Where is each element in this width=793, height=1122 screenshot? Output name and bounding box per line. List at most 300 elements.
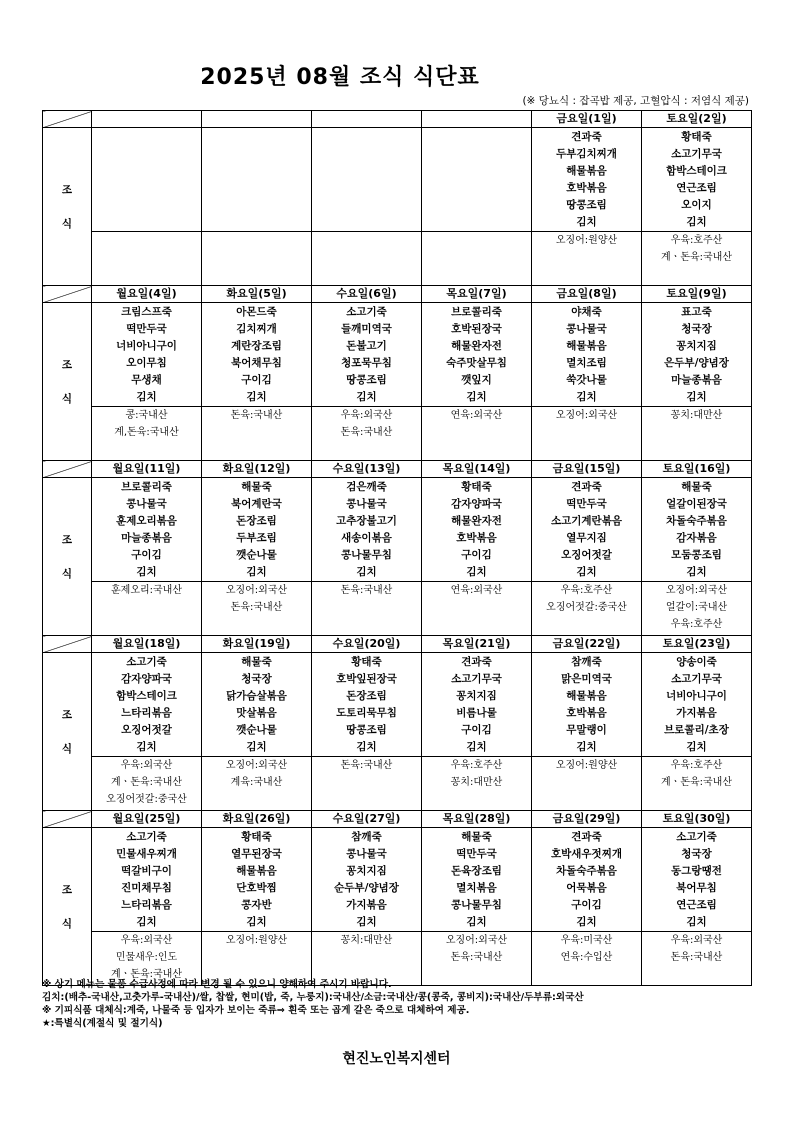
origin-cell bbox=[312, 407, 422, 461]
origin-cell bbox=[312, 232, 422, 286]
meal-label: 식 bbox=[61, 218, 73, 230]
origin-item: 연육:외국산 bbox=[450, 585, 503, 596]
menu-item: 황태죽 bbox=[351, 656, 382, 668]
menu-item: 땅콩조림 bbox=[346, 374, 387, 386]
menu-item: 맑은미역국 bbox=[561, 673, 612, 685]
menu-item: 무생채 bbox=[131, 374, 162, 386]
meal-label-cell bbox=[43, 128, 92, 286]
origin-cell bbox=[422, 407, 532, 461]
menu-item: 김치 bbox=[246, 916, 267, 928]
week-header-row bbox=[43, 111, 752, 128]
menu-cell bbox=[202, 653, 312, 757]
origin-item: 계ㆍ돈육:국내산 bbox=[111, 777, 182, 788]
day-header: 금요일(15일) bbox=[532, 461, 642, 478]
menu-row bbox=[43, 478, 752, 582]
day-header: 금요일(8일) bbox=[532, 286, 642, 303]
diagonal-corner-cell bbox=[43, 636, 92, 653]
day-header: 목요일(7일) bbox=[422, 286, 532, 303]
menu-item: 떡만두국 bbox=[566, 498, 607, 510]
origin-cell bbox=[532, 232, 642, 286]
menu-item: 계란장조림 bbox=[231, 340, 282, 352]
day-header: 수요일(27일) bbox=[312, 811, 422, 828]
origin-item: 우육:호주산 bbox=[670, 235, 723, 246]
menu-item: 감자양파국 bbox=[121, 673, 172, 685]
menu-item: 김치 bbox=[136, 566, 157, 578]
menu-item: 호박새우젓찌개 bbox=[550, 848, 622, 860]
meal-label: 조 bbox=[61, 534, 73, 546]
menu-item: 깻순나물 bbox=[236, 724, 277, 736]
menu-item: 깻잎지 bbox=[461, 374, 492, 386]
menu-item: 청국장 bbox=[681, 323, 712, 335]
origin-cell bbox=[202, 582, 312, 636]
origin-item: 우육:호주산 bbox=[670, 760, 723, 771]
origin-item: 훈제오리:국내산 bbox=[111, 585, 182, 596]
week-header-row bbox=[43, 811, 752, 828]
origin-cell bbox=[532, 407, 642, 461]
menu-item: 김치 bbox=[466, 391, 487, 403]
menu-item: 브로콜리죽 bbox=[451, 306, 502, 318]
menu-cell bbox=[642, 478, 752, 582]
menu-item: 오이무침 bbox=[126, 357, 167, 369]
menu-item: 김치 bbox=[576, 741, 597, 753]
menu-table bbox=[42, 110, 752, 986]
menu-item: 멸치볶음 bbox=[456, 882, 497, 894]
menu-item: 오이지 bbox=[681, 199, 712, 211]
origin-cell bbox=[202, 232, 312, 286]
week-header-row bbox=[43, 461, 752, 478]
diagonal-corner-cell bbox=[43, 111, 92, 128]
menu-item: 견과죽 bbox=[571, 481, 602, 493]
menu-item: 김치 bbox=[576, 566, 597, 578]
menu-cell bbox=[422, 303, 532, 407]
menu-item: 황태죽 bbox=[241, 831, 272, 843]
menu-row bbox=[43, 128, 752, 232]
footer-note: ※ 상기 메뉴는 물품 수급사정에 따라 변경 될 수 있으니 양해하여 주시기 바랍니다. bbox=[42, 979, 392, 990]
origin-item: 계ㆍ돈육:국내산 bbox=[661, 777, 732, 788]
origin-item: 계육:국내산 bbox=[230, 777, 283, 788]
menu-item: 두부김치찌개 bbox=[556, 148, 617, 160]
menu-item: 소고기무국 bbox=[671, 673, 722, 685]
menu-item: 느타리볶음 bbox=[121, 899, 172, 911]
menu-item: 들깨미역국 bbox=[341, 323, 392, 335]
day-header: 금요일(1일) bbox=[532, 111, 642, 128]
origin-item: 꽁치:대만산 bbox=[450, 777, 503, 788]
menu-cell bbox=[532, 653, 642, 757]
menu-cell bbox=[312, 828, 422, 932]
menu-item: 함박스테이크 bbox=[116, 690, 177, 702]
menu-item: 호박볶음 bbox=[566, 707, 607, 719]
menu-cell bbox=[202, 303, 312, 407]
origin-item: 우육:호주산 bbox=[670, 619, 723, 630]
menu-item: 해물볶음 bbox=[236, 865, 277, 877]
menu-item: 숙주맛살무침 bbox=[446, 357, 507, 369]
menu-item: 해물볶음 bbox=[566, 340, 607, 352]
menu-item: 콩나물국 bbox=[346, 848, 387, 860]
menu-item: 도토리묵무침 bbox=[336, 707, 397, 719]
meal-label-cell bbox=[43, 303, 92, 461]
day-header: 목요일(28일) bbox=[422, 811, 532, 828]
menu-item: 소고기죽 bbox=[676, 831, 717, 843]
footer-note: 김치:(배추-국내산,고춧가루-국내산)/쌀, 찹쌀, 현미(밥, 죽, 누룽지):국내산/소금:국내산/콩(콩죽, 콩비지):국내산/두부류:외국산 bbox=[42, 992, 584, 1003]
menu-item: 차돌숙주볶음 bbox=[666, 515, 727, 527]
day-header: 화요일(5일) bbox=[202, 286, 312, 303]
day-header bbox=[422, 111, 532, 128]
day-header: 월요일(18일) bbox=[92, 636, 202, 653]
menu-item: 청국장 bbox=[241, 673, 272, 685]
menu-item: 양송이죽 bbox=[676, 656, 717, 668]
menu-item: 해물죽 bbox=[241, 656, 272, 668]
origin-item: 오징어:원양산 bbox=[225, 935, 288, 946]
origin-item: 우육:외국산 bbox=[670, 935, 723, 946]
meal-label: 조 bbox=[61, 359, 73, 371]
menu-item: 떡만두국 bbox=[456, 848, 497, 860]
menu-item: 견과죽 bbox=[461, 656, 492, 668]
menu-item: 열무지짐 bbox=[566, 532, 607, 544]
menu-item: 단호박찜 bbox=[236, 882, 277, 894]
origin-item: 민물새우:인도 bbox=[115, 952, 178, 963]
day-header bbox=[202, 111, 312, 128]
menu-item: 가지볶음 bbox=[676, 707, 717, 719]
menu-cell bbox=[312, 478, 422, 582]
meal-label-cell bbox=[43, 828, 92, 986]
day-header bbox=[312, 111, 422, 128]
origin-item: 돈육:국내산 bbox=[340, 585, 393, 596]
menu-item: 구이김 bbox=[131, 549, 162, 561]
origin-cell bbox=[532, 757, 642, 811]
organization-name: 현진노인복지센터 bbox=[342, 1051, 451, 1067]
menu-item: 새송이볶음 bbox=[341, 532, 392, 544]
menu-item: 떡갈비구이 bbox=[121, 865, 172, 877]
menu-item: 호박볶음 bbox=[456, 532, 497, 544]
diagonal-corner-cell bbox=[43, 286, 92, 303]
origin-item: 얼갈이:국내산 bbox=[665, 602, 728, 613]
meal-label-cell bbox=[43, 653, 92, 811]
origin-item: 꽁치:대만산 bbox=[340, 935, 393, 946]
menu-cell bbox=[642, 653, 752, 757]
menu-item: 얼갈이된장국 bbox=[666, 498, 727, 510]
meal-label: 조 bbox=[61, 184, 73, 196]
origin-item: 오징어젓갈:중국산 bbox=[106, 794, 187, 805]
origin-item: 계ㆍ돈육:국내산 bbox=[111, 969, 182, 980]
menu-item: 감자볶음 bbox=[676, 532, 717, 544]
menu-item: 해물볶음 bbox=[566, 690, 607, 702]
origin-item: 우육:외국산 bbox=[340, 410, 393, 421]
menu-item: 크림스프죽 bbox=[121, 306, 172, 318]
menu-item: 소고기계란볶음 bbox=[550, 515, 622, 527]
menu-item: 콩나물무침 bbox=[451, 899, 502, 911]
day-header: 수요일(6일) bbox=[312, 286, 422, 303]
menu-item: 너비아니구이 bbox=[116, 340, 177, 352]
diagonal-corner-cell bbox=[43, 461, 92, 478]
menu-item: 민물새우찌개 bbox=[116, 848, 177, 860]
menu-item: 호박볶음 bbox=[566, 182, 607, 194]
menu-item: 야채죽 bbox=[571, 306, 602, 318]
menu-item: 김치 bbox=[466, 916, 487, 928]
footer-notes bbox=[42, 978, 584, 1030]
day-header: 수요일(20일) bbox=[312, 636, 422, 653]
menu-item: 콩나물국 bbox=[566, 323, 607, 335]
meal-label: 식 bbox=[61, 743, 73, 755]
origin-item: 우육:호주산 bbox=[450, 760, 503, 771]
menu-item: 깻순나물 bbox=[236, 549, 277, 561]
day-header: 목요일(14일) bbox=[422, 461, 532, 478]
origin-item: 돈육:국내산 bbox=[670, 952, 723, 963]
menu-cell bbox=[92, 653, 202, 757]
meal-label: 조 bbox=[61, 709, 73, 721]
meal-label: 식 bbox=[61, 918, 73, 930]
origin-item: 돈육:국내산 bbox=[340, 760, 393, 771]
day-header: 화요일(26일) bbox=[202, 811, 312, 828]
menu-item: 땅콩조림 bbox=[566, 199, 607, 211]
origin-item: 돈육:국내산 bbox=[450, 952, 503, 963]
week-header-row bbox=[43, 286, 752, 303]
menu-item: 감자양파국 bbox=[451, 498, 502, 510]
day-header: 토요일(2일) bbox=[642, 111, 752, 128]
menu-item: 돈장조림 bbox=[346, 690, 387, 702]
menu-item: 브로콜리/초장 bbox=[664, 724, 729, 736]
origin-item: 오징어:외국산 bbox=[225, 760, 288, 771]
origin-item: 오징어:외국산 bbox=[555, 410, 618, 421]
footer-note: ★:특별식(계절식 및 절기식) bbox=[42, 1018, 163, 1029]
menu-item: 마늘종볶음 bbox=[671, 374, 722, 386]
origin-item: 우육:호주산 bbox=[560, 585, 613, 596]
menu-cell bbox=[422, 653, 532, 757]
day-header: 토요일(9일) bbox=[642, 286, 752, 303]
menu-row bbox=[43, 653, 752, 757]
menu-item: 열무된장국 bbox=[231, 848, 282, 860]
menu-item: 어묵볶음 bbox=[566, 882, 607, 894]
day-header: 목요일(21일) bbox=[422, 636, 532, 653]
menu-item: 해물죽 bbox=[241, 481, 272, 493]
menu-cell bbox=[642, 828, 752, 932]
menu-item: 참깨죽 bbox=[351, 831, 382, 843]
meal-label-cell bbox=[43, 478, 92, 636]
menu-item: 호박된장국 bbox=[451, 323, 502, 335]
menu-item: 김치찌개 bbox=[236, 323, 277, 335]
origin-row bbox=[43, 407, 752, 461]
diagonal-corner-cell bbox=[43, 811, 92, 828]
menu-cell bbox=[312, 128, 422, 232]
day-header: 월요일(11일) bbox=[92, 461, 202, 478]
menu-item: 호박잎된장국 bbox=[336, 673, 397, 685]
origin-cell bbox=[92, 757, 202, 811]
menu-item: 청포묵무침 bbox=[341, 357, 392, 369]
menu-cell bbox=[422, 128, 532, 232]
menu-item: 소고기무국 bbox=[671, 148, 722, 160]
origin-row bbox=[43, 582, 752, 636]
origin-cell bbox=[202, 407, 312, 461]
menu-item: 김치 bbox=[246, 741, 267, 753]
menu-item: 모둠콩조림 bbox=[671, 549, 722, 561]
day-header: 수요일(13일) bbox=[312, 461, 422, 478]
menu-item: 김치 bbox=[246, 391, 267, 403]
menu-item: 은두부/양념장 bbox=[664, 357, 729, 369]
day-header bbox=[92, 111, 202, 128]
origin-item: 연육:외국산 bbox=[450, 410, 503, 421]
menu-item: 돈장조림 bbox=[236, 515, 277, 527]
menu-item: 동그랑땡전 bbox=[671, 865, 722, 877]
origin-cell bbox=[642, 407, 752, 461]
menu-item: 콩나물국 bbox=[126, 498, 167, 510]
origin-item: 오징어:외국산 bbox=[445, 935, 508, 946]
menu-cell bbox=[532, 478, 642, 582]
menu-item: 순두부/양념장 bbox=[334, 882, 399, 894]
menu-item: 김치 bbox=[466, 741, 487, 753]
menu-item: 북어채무침 bbox=[231, 357, 282, 369]
menu-item: 김치 bbox=[136, 916, 157, 928]
origin-item: 우육:미국산 bbox=[560, 935, 613, 946]
menu-cell bbox=[532, 828, 642, 932]
menu-item: 고추장불고기 bbox=[336, 515, 397, 527]
menu-item: 김치 bbox=[686, 916, 707, 928]
origin-row bbox=[43, 232, 752, 286]
menu-item: 연근조림 bbox=[676, 182, 717, 194]
origin-item: 돈육:국내산 bbox=[230, 410, 283, 421]
day-header: 토요일(30일) bbox=[642, 811, 752, 828]
origin-item: 오징어:원양산 bbox=[555, 235, 618, 246]
origin-item: 계ㆍ돈육:국내산 bbox=[661, 252, 732, 263]
origin-cell bbox=[202, 757, 312, 811]
menu-item: 함박스테이크 bbox=[666, 165, 727, 177]
menu-item: 구이김 bbox=[241, 374, 272, 386]
menu-item: 표고죽 bbox=[681, 306, 712, 318]
origin-item: 우육:외국산 bbox=[120, 935, 173, 946]
origin-item: 콩:국내산 bbox=[125, 410, 168, 421]
menu-item: 김치 bbox=[356, 916, 377, 928]
origin-item: 오징어:외국산 bbox=[225, 585, 288, 596]
menu-cell bbox=[312, 653, 422, 757]
day-header: 월요일(25일) bbox=[92, 811, 202, 828]
menu-item: 김치 bbox=[576, 391, 597, 403]
meal-label: 식 bbox=[61, 568, 73, 580]
week-header-row bbox=[43, 636, 752, 653]
menu-item: 김치 bbox=[356, 566, 377, 578]
menu-item: 브로콜리죽 bbox=[121, 481, 172, 493]
menu-item: 소고기죽 bbox=[126, 656, 167, 668]
origin-cell bbox=[642, 932, 752, 986]
menu-cell bbox=[202, 128, 312, 232]
origin-cell bbox=[92, 407, 202, 461]
menu-item: 해물죽 bbox=[681, 481, 712, 493]
menu-item: 너비아니구이 bbox=[666, 690, 727, 702]
menu-cell bbox=[532, 128, 642, 232]
origin-item: 우육:외국산 bbox=[120, 760, 173, 771]
origin-row bbox=[43, 757, 752, 811]
menu-cell bbox=[202, 478, 312, 582]
menu-item: 멸치조림 bbox=[566, 357, 607, 369]
origin-cell bbox=[92, 582, 202, 636]
menu-cell bbox=[422, 478, 532, 582]
menu-cell bbox=[422, 828, 532, 932]
origin-item: 오징어:외국산 bbox=[665, 585, 728, 596]
menu-item: 해물완자전 bbox=[451, 340, 502, 352]
origin-cell bbox=[642, 232, 752, 286]
menu-item: 김치 bbox=[466, 566, 487, 578]
menu-item: 김치 bbox=[576, 216, 597, 228]
menu-item: 마늘종볶음 bbox=[121, 532, 172, 544]
menu-item: 김치 bbox=[686, 566, 707, 578]
origin-cell bbox=[422, 582, 532, 636]
menu-item: 김치 bbox=[356, 391, 377, 403]
day-header: 금요일(29일) bbox=[532, 811, 642, 828]
day-header: 토요일(16일) bbox=[642, 461, 752, 478]
menu-item: 구이김 bbox=[571, 899, 602, 911]
origin-cell bbox=[532, 582, 642, 636]
menu-cell bbox=[532, 303, 642, 407]
menu-item: 두부조림 bbox=[236, 532, 277, 544]
origin-item: 오징어:원양산 bbox=[555, 760, 618, 771]
origin-item: 계,돈육:국내산 bbox=[114, 427, 179, 438]
origin-cell bbox=[312, 757, 422, 811]
menu-item: 해물완자전 bbox=[451, 515, 502, 527]
menu-item: 콩나물무침 bbox=[341, 549, 392, 561]
menu-item: 해물죽 bbox=[461, 831, 492, 843]
origin-cell bbox=[312, 582, 422, 636]
day-header: 금요일(22일) bbox=[532, 636, 642, 653]
menu-item: 비름나물 bbox=[456, 707, 497, 719]
origin-cell bbox=[642, 757, 752, 811]
menu-item: 오징어젓갈 bbox=[121, 724, 172, 736]
menu-item: 맛살볶음 bbox=[236, 707, 277, 719]
origin-cell bbox=[92, 232, 202, 286]
menu-item: 김치 bbox=[136, 741, 157, 753]
menu-cell bbox=[92, 828, 202, 932]
menu-item: 청국장 bbox=[681, 848, 712, 860]
menu-item: 느타리볶음 bbox=[121, 707, 172, 719]
origin-item: 돈육:국내산 bbox=[230, 602, 283, 613]
origin-cell bbox=[422, 232, 532, 286]
menu-item: 차돌숙주볶음 bbox=[556, 865, 617, 877]
day-header: 토요일(23일) bbox=[642, 636, 752, 653]
menu-item: 구이김 bbox=[461, 549, 492, 561]
menu-item: 김치 bbox=[576, 916, 597, 928]
menu-cell bbox=[92, 478, 202, 582]
menu-item: 닭가슴살볶음 bbox=[226, 690, 287, 702]
menu-item: 해물볶음 bbox=[566, 165, 607, 177]
menu-item: 떡만두국 bbox=[126, 323, 167, 335]
menu-row bbox=[43, 828, 752, 932]
menu-item: 황태죽 bbox=[681, 131, 712, 143]
menu-item: 아몬드죽 bbox=[236, 306, 277, 318]
menu-item: 꽁치지짐 bbox=[456, 690, 497, 702]
menu-item: 소고기무국 bbox=[451, 673, 502, 685]
origin-cell bbox=[422, 757, 532, 811]
menu-item: 김치 bbox=[686, 216, 707, 228]
menu-cell bbox=[92, 128, 202, 232]
menu-cell bbox=[312, 303, 422, 407]
menu-item: 땅콩조림 bbox=[346, 724, 387, 736]
menu-item: 견과죽 bbox=[571, 131, 602, 143]
menu-item: 콩자반 bbox=[241, 899, 272, 911]
menu-cell bbox=[642, 303, 752, 407]
menu-item: 북어무침 bbox=[676, 882, 717, 894]
day-header: 화요일(12일) bbox=[202, 461, 312, 478]
menu-item: 김치 bbox=[246, 566, 267, 578]
menu-cell bbox=[202, 828, 312, 932]
meal-label: 조 bbox=[61, 884, 73, 896]
menu-item: 소고기죽 bbox=[126, 831, 167, 843]
day-header: 화요일(19일) bbox=[202, 636, 312, 653]
menu-item: 쑥갓나물 bbox=[566, 374, 607, 386]
meal-label: 식 bbox=[61, 393, 73, 405]
origin-item: 오징어젓갈:중국산 bbox=[546, 602, 627, 613]
menu-item: 북어계란국 bbox=[231, 498, 282, 510]
origin-item: 돈육:국내산 bbox=[340, 427, 393, 438]
menu-cell bbox=[642, 128, 752, 232]
menu-item: 가지볶음 bbox=[346, 899, 387, 911]
menu-item: 진미채무침 bbox=[121, 882, 172, 894]
menu-row bbox=[43, 303, 752, 407]
